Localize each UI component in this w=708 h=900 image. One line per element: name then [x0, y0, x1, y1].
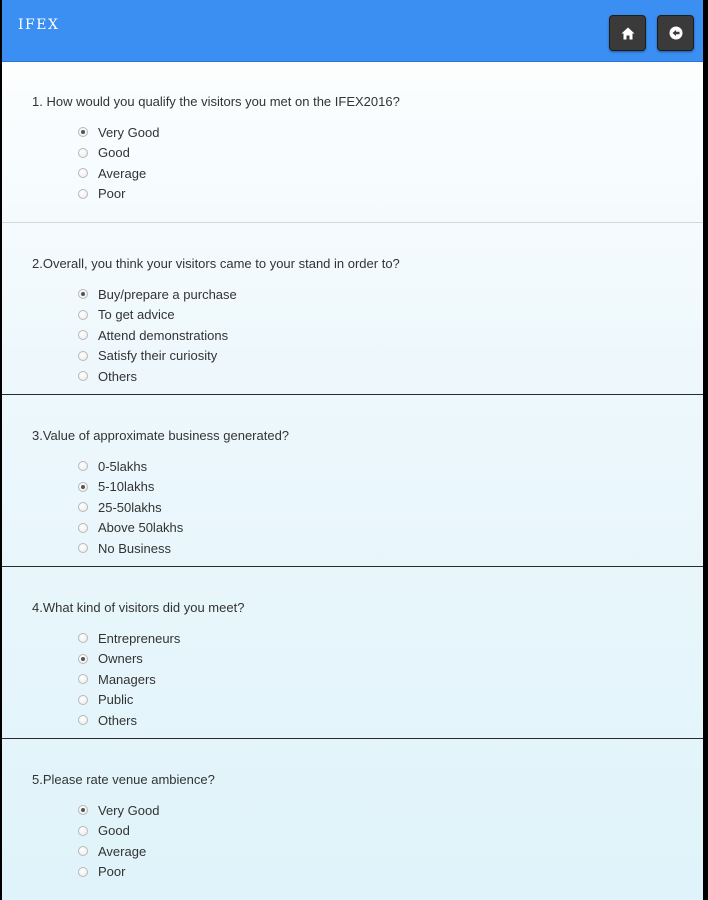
question-text: 1. How would you qualify the visitors you met on the IFEX2016? [32, 94, 400, 109]
radio-label[interactable]: Very Good [98, 124, 160, 140]
radio-option[interactable] [78, 649, 703, 670]
radio-button[interactable] [78, 168, 88, 178]
radio-button[interactable] [78, 330, 88, 340]
radio-label[interactable]: Others [98, 368, 138, 384]
radio-option[interactable] [78, 346, 703, 367]
radio-label[interactable]: To get advice [98, 307, 175, 323]
radio-button[interactable] [78, 289, 88, 299]
back-icon [669, 26, 683, 40]
radio-button[interactable] [78, 867, 88, 877]
radio-button[interactable] [78, 461, 88, 471]
radio-label[interactable]: Satisfy their curiosity [98, 348, 218, 364]
radio-label[interactable]: 0-5lakhs [98, 458, 148, 474]
radio-label[interactable]: Owners [98, 651, 143, 667]
question-2 [2, 223, 703, 395]
radio-option[interactable] [78, 800, 703, 821]
radio-option[interactable] [78, 518, 703, 539]
radio-button[interactable] [78, 543, 88, 553]
app-frame [2, 0, 703, 900]
radio-option[interactable] [78, 841, 703, 862]
radio-label[interactable]: 25-50lakhs [98, 499, 162, 515]
back-button[interactable] [657, 15, 694, 51]
options-list [78, 456, 703, 559]
options-list [78, 800, 703, 882]
radio-button[interactable] [78, 674, 88, 684]
radio-button[interactable] [78, 189, 88, 199]
radio-option[interactable] [78, 284, 703, 305]
radio-label[interactable]: Very Good [98, 802, 160, 818]
radio-option[interactable] [78, 538, 703, 559]
radio-button[interactable] [78, 148, 88, 158]
options-list [78, 122, 703, 204]
app-header [2, 0, 703, 62]
radio-option[interactable] [78, 122, 703, 143]
radio-button[interactable] [78, 826, 88, 836]
radio-option[interactable] [78, 143, 703, 164]
radio-label[interactable]: No Business [98, 540, 171, 556]
question-5 [2, 739, 703, 900]
home-icon [621, 27, 635, 40]
radio-label[interactable]: Others [98, 712, 138, 728]
radio-option[interactable] [78, 690, 703, 711]
radio-option[interactable] [78, 305, 703, 326]
options-list [78, 284, 703, 387]
radio-option[interactable] [78, 669, 703, 690]
radio-option[interactable] [78, 862, 703, 883]
radio-button[interactable] [78, 633, 88, 643]
home-button[interactable] [609, 15, 646, 51]
radio-option[interactable] [78, 477, 703, 498]
radio-option[interactable] [78, 163, 703, 184]
options-list [78, 628, 703, 731]
radio-option[interactable] [78, 366, 703, 387]
radio-label[interactable]: Good [98, 823, 130, 839]
question-text: 4.What kind of visitors did you meet? [32, 600, 245, 615]
radio-label[interactable]: Entrepreneurs [98, 630, 181, 646]
radio-label[interactable]: Managers [98, 671, 156, 687]
radio-option[interactable] [78, 628, 703, 649]
radio-label[interactable]: Average [98, 843, 147, 859]
radio-button[interactable] [78, 502, 88, 512]
radio-button[interactable] [78, 805, 88, 815]
radio-label[interactable]: Average [98, 165, 147, 181]
radio-label[interactable]: Buy/prepare a purchase [98, 286, 237, 302]
radio-option[interactable] [78, 184, 703, 205]
radio-button[interactable] [78, 695, 88, 705]
question-text: 5.Please rate venue ambience? [32, 772, 215, 787]
radio-button[interactable] [78, 351, 88, 361]
question-text: 2.Overall, you think your visitors came to your stand in order to? [32, 256, 400, 271]
radio-option[interactable] [78, 456, 703, 477]
survey-form [2, 62, 703, 900]
radio-button[interactable] [78, 523, 88, 533]
radio-label[interactable]: Above 50lakhs [98, 520, 184, 536]
radio-label[interactable]: Attend demonstrations [98, 327, 229, 343]
radio-button[interactable] [78, 654, 88, 664]
radio-button[interactable] [78, 482, 88, 492]
question-text: 3.Value of approximate business generated? [32, 428, 290, 443]
radio-button[interactable] [78, 846, 88, 856]
app-title: IFEX [18, 17, 60, 33]
radio-label[interactable]: Poor [98, 186, 126, 202]
radio-option[interactable] [78, 497, 703, 518]
radio-label[interactable]: Poor [98, 864, 126, 880]
radio-option[interactable] [78, 325, 703, 346]
question-3 [2, 395, 703, 567]
radio-button[interactable] [78, 310, 88, 320]
question-4 [2, 567, 703, 739]
radio-option[interactable] [78, 710, 703, 731]
radio-option[interactable] [78, 821, 703, 842]
radio-label[interactable]: Good [98, 145, 130, 161]
radio-button[interactable] [78, 715, 88, 725]
question-1 [2, 62, 703, 223]
radio-button[interactable] [78, 127, 88, 137]
radio-button[interactable] [78, 371, 88, 381]
radio-label[interactable]: Public [98, 692, 134, 708]
radio-label[interactable]: 5-10lakhs [98, 479, 155, 495]
